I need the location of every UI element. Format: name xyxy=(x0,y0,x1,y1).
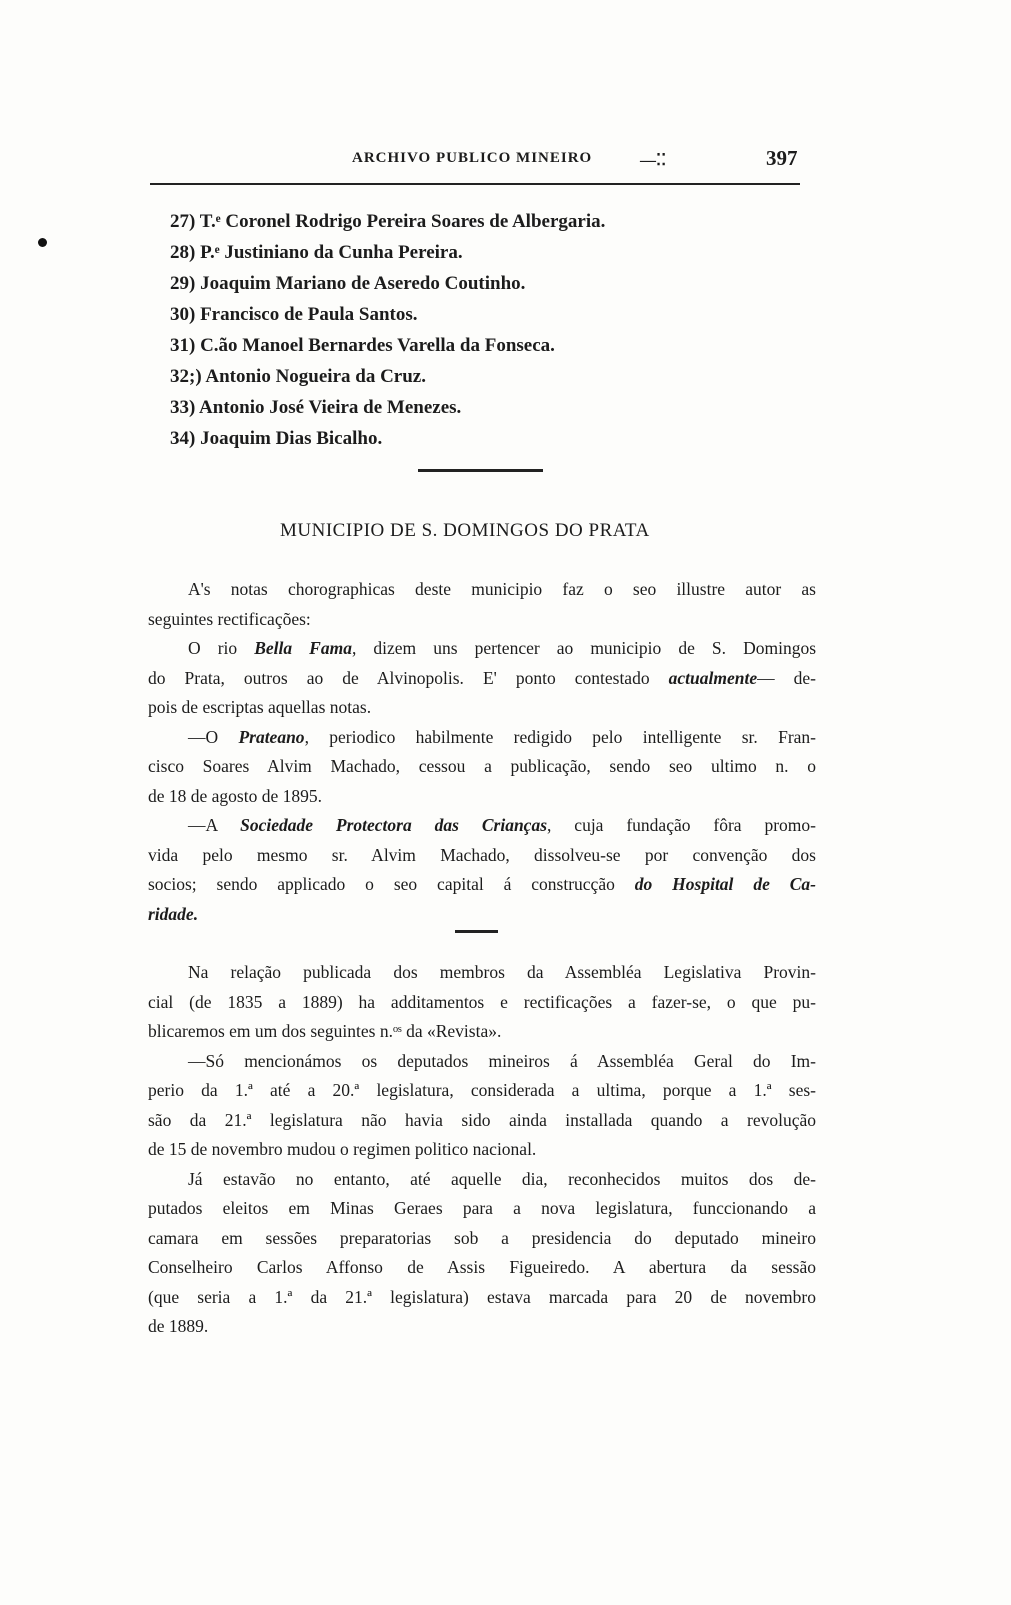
text-line: Já estavão no entanto, até aquelle dia, reconhecidos muitos dos de- xyxy=(188,1168,816,1189)
text-line: vida pelo mesmo sr. Alvim Machado, dissolveu-se por convenção dos xyxy=(148,844,816,865)
hospital-name: do Hospital de Ca- xyxy=(634,874,816,894)
text-line: cial (de 1835 a 1889) ha additamentos e rectificações a fazer-se, o que pu- xyxy=(148,991,816,1012)
text-line: perio da 1.ª até a 20.ª legislatura, considerada a ultima, porque a 1.ª ses- xyxy=(148,1080,816,1100)
list-item: 27) T.ᵉ Coronel Rodrigo Pereira Soares de Albergaria. xyxy=(170,211,606,232)
text-line: pois de escriptas aquellas notas. xyxy=(148,697,372,717)
text-line: socios; sendo applicado o seo capital á construcção do Hospital de Ca- xyxy=(148,874,816,894)
river-name: Bella Fama xyxy=(254,638,352,658)
assembly-notes xyxy=(148,958,816,1342)
text-line: O rio Bella Fama, dizem uns pertencer ao municipio de S. Domingos xyxy=(188,638,817,658)
text-line: A's notas chorographicas deste municipio faz o seo illustre autor as xyxy=(188,579,816,599)
section-divider xyxy=(455,930,498,933)
header-rule xyxy=(150,183,800,185)
section-title: MUNICIPIO DE S. DOMINGOS DO PRATA xyxy=(280,520,650,541)
text-line: Na relação publicada dos membros da Assembléa Legislativa Provin- xyxy=(188,962,816,982)
list-item: 32;) Antonio Nogueira da Cruz. xyxy=(170,366,426,387)
text-line: camara em sessões preparatorias sob a presidencia do deputado mineiro xyxy=(148,1227,816,1248)
margin-mark xyxy=(38,238,47,247)
list-item: 33) Antonio José Vieira de Menezes. xyxy=(170,397,462,418)
prata-notes xyxy=(148,575,816,929)
list-item: 28) P.ᵉ Justiniano da Cunha Pereira. xyxy=(170,242,463,263)
society-name: Sociedade Protectora das Crianças xyxy=(240,815,548,835)
text-line: são da 21.ª legislatura não havia sido ainda installada quando a revolução xyxy=(148,1109,816,1130)
list-item: 31) C.ão Manoel Bernardes Varella da Fonseca. xyxy=(170,335,555,356)
text-line: —O Prateano, periodico habilmente redigido pelo intelligente sr. Fran- xyxy=(188,726,816,747)
text-line: de 18 de agosto de 1895. xyxy=(148,785,322,806)
page-number: 397 xyxy=(766,146,798,170)
text-line: Conselheiro Carlos Affonso de Assis Figueiredo. A abertura da sessão xyxy=(148,1257,816,1277)
text-line: seguintes rectificações: xyxy=(148,608,311,629)
text-line: (que seria a 1.ª da 21.ª legislatura) estava marcada para 20 de novembro xyxy=(148,1286,816,1307)
deputies-list xyxy=(170,206,605,454)
list-item: 34) Joaquim Dias Bicalho. xyxy=(170,428,383,449)
text-line: de 1889. xyxy=(148,1316,209,1336)
list-item: 30) Francisco de Paula Santos. xyxy=(170,304,418,325)
text-line: putados eleitos em Minas Geraes para a nova legislatura, funccionando a xyxy=(148,1198,816,1218)
list-item: 29) Joaquim Mariano de Aseredo Coutinho. xyxy=(170,273,526,294)
header-ornament: —⁚⁚ xyxy=(640,152,667,169)
text-line: cisco Soares Alvim Machado, cessou a publicação, sendo seo ultimo n. o xyxy=(148,756,816,776)
section-divider xyxy=(418,469,543,472)
periodical-name: Prateano xyxy=(238,726,305,747)
emphasis: actualmente xyxy=(668,667,758,688)
text-line: de 15 de novembro mudou o regimen politico nacional. xyxy=(148,1139,537,1159)
text-line: do Prata, outros ao de Alvinopolis. E' ponto contestado actualmente— de- xyxy=(148,667,816,688)
text-line: —Só mencionámos os deputados mineiros á Assembléa Geral do Im- xyxy=(188,1050,816,1071)
text-line: —A Sociedade Protectora das Crianças, cuja fundação fôra promo- xyxy=(188,815,816,835)
running-header-title: ARCHIVO PUBLICO MINEIRO xyxy=(352,150,593,166)
text-line: blicaremos em um dos seguintes n.ᵒˢ da «Revista». xyxy=(148,1021,502,1041)
text-line: ridade. xyxy=(148,903,199,924)
